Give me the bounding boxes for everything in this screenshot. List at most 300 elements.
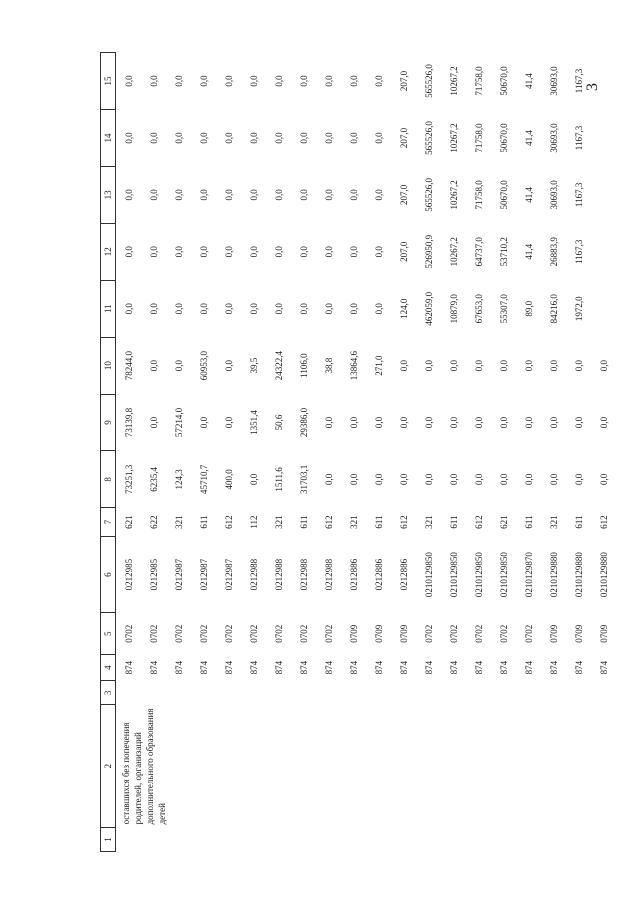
cell-col6: 0210129880 [598,552,609,598]
cell-col10: 0,0 [223,359,234,372]
cell-col7: 611 [198,515,209,529]
table-row [566,53,591,852]
cell-col3 [241,681,266,705]
cell-col7: 611 [373,515,384,529]
cell-col8: 0,0 [248,473,259,486]
cell-col13: 0,0 [223,189,234,201]
cell-col15: 0,0 [223,75,234,87]
table-row [466,53,491,852]
cell-col7: 621 [498,515,509,529]
cell-col6: 0210129850 [423,552,434,598]
cell-col11: 124,0 [398,298,409,319]
cell-col4: 874 [398,660,409,675]
cell-col12: 0,0 [348,246,359,258]
cell-col4: 874 [123,660,134,675]
cell-col4: 874 [573,660,584,675]
cell-col3 [391,681,416,705]
cell-col14: 0,0 [198,132,209,144]
cell-col10: 0,0 [448,359,459,372]
cell-col9: 0,0 [523,416,534,429]
cell-col3 [541,681,566,705]
cell-col9: 0,0 [323,416,334,429]
cell-col13: 0,0 [373,189,384,201]
cell-col11: 89,0 [523,300,534,317]
cell-col4: 874 [473,660,484,675]
cell-col6: 0210129880 [548,552,559,598]
table-row [316,53,341,852]
cell-col8: 0,0 [423,473,434,486]
cell-col11: 0,0 [273,303,284,315]
budget-table [100,52,616,852]
cell-col1 [416,827,441,851]
cell-col11: 0,0 [373,303,384,315]
cell-col14: 0,0 [148,132,159,144]
cell-col4: 874 [523,660,534,675]
table-row [516,53,541,852]
cell-col15: 30693,0 [548,66,559,96]
cell-col5: 0709 [598,624,609,643]
cell-col3 [141,681,166,705]
cell-col8: 45710,7 [198,464,209,495]
cell-col13: 0,0 [123,189,134,201]
cell-col14: 10267,2 [448,123,459,153]
cell-col11: 0,0 [173,303,184,315]
cell-col1 [166,827,191,851]
table-row [366,53,391,852]
cell-col7: 621 [123,515,134,529]
cell-col6: 0212985 [123,558,134,591]
cell-col6: 0210129850 [498,552,509,598]
cell-col15: 0,0 [348,75,359,87]
cell-col7: 321 [548,515,559,529]
cell-col9: 50,6 [273,414,284,431]
cell-col12: 0,0 [373,246,384,258]
column-header-15: 15 [101,53,116,110]
cell-col3 [166,681,191,705]
column-header-10: 10 [101,337,116,394]
cell-col3 [491,681,516,705]
cell-col11: 0,0 [223,303,234,315]
cell-col14: 0,0 [323,132,334,144]
table-row [291,53,316,852]
cell-col15: 0,0 [373,75,384,87]
cell-col7: 112 [248,515,259,529]
cell-col9: 0,0 [448,416,459,429]
column-header-6: 6 [101,536,116,613]
cell-col3 [216,681,241,705]
cell-col1 [516,827,541,851]
cell-col2 [391,705,416,828]
cell-col14: 0,0 [298,132,309,144]
cell-col6: 0212988 [298,558,309,591]
cell-col5: 0702 [298,624,309,643]
cell-col3 [591,681,616,705]
cell-col9: 0,0 [148,416,159,429]
cell-col9: 0,0 [348,416,359,429]
cell-col14: 0,0 [123,132,134,144]
cell-col12: 526950,9 [423,234,434,269]
cell-col5: 0702 [473,624,484,643]
cell-col12: 0,0 [148,246,159,258]
cell-col15: 71758,0 [473,66,484,96]
page-number: 3 [584,83,601,91]
cell-col5: 0702 [448,624,459,643]
cell-col15: 41,4 [523,73,534,89]
cell-col6: 0210129850 [473,552,484,598]
column-header-14: 14 [101,110,116,167]
cell-col14: 0,0 [348,132,359,144]
cell-col15: 207,0 [398,70,409,92]
cell-col7: 321 [173,515,184,529]
cell-col8: 0,0 [323,473,334,486]
cell-col5: 0702 [498,624,509,643]
table-row [241,53,266,852]
cell-col14: 0,0 [173,132,184,144]
cell-col4: 874 [348,660,359,675]
cell-col9: 0,0 [423,416,434,429]
cell-col1 [441,827,466,851]
table-row [266,53,291,852]
cell-col10: 0,0 [523,359,534,372]
cell-col10: 271,0 [373,355,384,376]
cell-col8: 0,0 [598,473,609,486]
cell-col8: 0,0 [548,473,559,486]
cell-col8: 73251,3 [123,464,134,495]
cell-col6: 0212987 [198,558,209,591]
cell-col1 [266,827,291,851]
table-row [416,53,441,852]
cell-col11: 10879,0 [448,294,459,324]
cell-col10: 0,0 [423,359,434,372]
cell-col15: 1167,3 [573,68,584,94]
cell-col12: 41,4 [523,243,534,260]
cell-col13: 0,0 [298,189,309,201]
cell-col14 [591,110,616,167]
cell-col8: 0,0 [373,473,384,486]
cell-col9: 0,0 [473,416,484,429]
cell-col7: 611 [298,515,309,529]
column-header-8: 8 [101,451,116,508]
cell-col9: 0,0 [498,416,509,429]
cell-col13: 0,0 [248,189,259,201]
cell-col14: 0,0 [223,132,234,144]
cell-col2 [441,705,466,828]
cell-col10: 0,0 [598,359,609,372]
cell-col15: 0,0 [298,75,309,87]
cell-col12: 10267,2 [448,237,459,267]
cell-col8: 400,0 [223,469,234,490]
cell-col9: 0,0 [198,416,209,429]
cell-col2 [591,705,616,828]
cell-col10: 0,0 [498,359,509,372]
cell-col11: 0,0 [298,303,309,315]
cell-col8: 0,0 [473,473,484,486]
cell-col4: 874 [373,660,384,675]
cell-col11: 84216,0 [548,294,559,324]
cell-col13: 10267,2 [448,180,459,210]
cell-col9: 0,0 [548,416,559,429]
cell-col15: 565526,0 [423,64,434,98]
cell-col7: 321 [348,515,359,529]
cell-col6: 0212886 [348,558,359,591]
cell-col11: 0,0 [248,303,259,315]
rotated-table-container [100,52,640,852]
cell-col10: 0,0 [473,359,484,372]
cell-col1 [291,827,316,851]
cell-col3 [266,681,291,705]
table-row [116,53,142,852]
cell-col5: 0709 [573,624,584,643]
cell-col10: 0,0 [173,359,184,372]
cell-col4: 874 [273,660,284,675]
cell-col10: 0,0 [548,359,559,372]
cell-col4: 874 [423,660,434,675]
cell-col2 [491,705,516,828]
cell-col15: 0,0 [273,75,284,87]
table-row [341,53,366,852]
cell-col8: 0,0 [498,473,509,486]
cell-col9: 0,0 [398,416,409,429]
table-row [216,53,241,852]
cell-col2 [216,705,241,828]
cell-col12: 0,0 [273,246,284,258]
cell-col2 [466,705,491,828]
cell-col6: 0210129870 [523,552,534,598]
cell-col6: 0212987 [173,558,184,591]
cell-col15: 0,0 [123,75,134,87]
cell-col10: 24322,4 [273,350,284,381]
cell-col1 [116,827,142,851]
cell-col7: 611 [573,515,584,529]
cell-col13: 0,0 [348,189,359,201]
row-description: оставшихся без попечения родителей, организаций дополнительного образования детей [121,708,167,825]
cell-col11: 1972,0 [573,296,584,322]
cell-col4: 874 [148,660,159,675]
cell-col11: 67653,0 [473,294,484,324]
cell-col6: 0212886 [373,558,384,591]
cell-col2 [316,705,341,828]
cell-col8: 0,0 [348,473,359,486]
cell-col15: 10267,2 [448,66,459,96]
cell-col5: 0702 [123,624,134,643]
cell-col5: 0702 [248,624,259,643]
cell-col4: 874 [223,660,234,675]
cell-col13: 0,0 [198,189,209,201]
column-header-2: 2 [101,705,116,828]
cell-col14: 50670,0 [498,123,509,153]
cell-col7: 321 [423,515,434,529]
cell-col9: 0,0 [223,416,234,429]
cell-col1 [391,827,416,851]
cell-col5: 0702 [173,624,184,643]
cell-col4: 874 [598,660,609,675]
cell-col1 [191,827,216,851]
cell-col3 [566,681,591,705]
cell-col13: 0,0 [173,189,184,201]
table-row [541,53,566,852]
cell-col13: 0,0 [323,189,334,201]
table-row [591,53,616,852]
cell-col13: 71758,0 [473,180,484,210]
cell-col11: 0,0 [198,303,209,315]
cell-col14: 1167,3 [573,125,584,151]
cell-col11: 0,0 [323,303,334,315]
column-header-11: 11 [101,280,116,337]
cell-col3 [191,681,216,705]
cell-col5: 0702 [198,624,209,643]
cell-col11: 0,0 [148,303,159,315]
cell-col6: 0212886 [398,558,409,591]
cell-col3 [441,681,466,705]
cell-col15: 0,0 [173,75,184,87]
cell-col1 [466,827,491,851]
cell-col8: 1511,6 [273,467,284,492]
cell-col11: 0,0 [123,303,134,315]
cell-col7: 622 [148,515,159,529]
cell-col4: 874 [173,660,184,675]
cell-col13: 30693,0 [548,180,559,210]
cell-col6: 0210129880 [573,552,584,598]
cell-col12: 0,0 [223,246,234,258]
cell-col8: 6235,4 [148,467,159,492]
cell-col2 [566,705,591,828]
cell-col6: 0210129850 [448,552,459,598]
cell-col14: 0,0 [273,132,284,144]
cell-col11: 462059,0 [423,291,434,326]
cell-col3 [416,681,441,705]
cell-col13: 565526,0 [423,178,434,212]
cell-col12: 1167,3 [573,239,584,264]
cell-col5: 0702 [423,624,434,643]
cell-col12 [591,223,616,280]
cell-col14: 565526,0 [423,121,434,155]
cell-col8: 0,0 [398,473,409,486]
cell-col12: 0,0 [323,246,334,258]
cell-col12: 207,0 [398,241,409,262]
column-header-9: 9 [101,394,116,451]
cell-col5: 0702 [523,624,534,643]
cell-col2 [366,705,391,828]
cell-col15 [591,53,616,110]
cell-col1 [241,827,266,851]
cell-col12: 53710,2 [498,237,509,267]
cell-col8: 124,3 [173,469,184,490]
cell-col1 [541,827,566,851]
cell-col9: 0,0 [598,416,609,429]
column-header-12: 12 [101,223,116,280]
cell-col5: 0702 [323,624,334,643]
cell-col10: 38,8 [323,357,334,374]
cell-col3 [366,681,391,705]
cell-col4: 874 [448,660,459,675]
cell-col11: 0,0 [348,303,359,315]
column-header-4: 4 [101,655,116,681]
cell-col14: 207,0 [398,127,409,149]
cell-col12: 0,0 [123,246,134,258]
cell-col7: 611 [523,515,534,529]
cell-col4: 874 [198,660,209,675]
column-header-3: 3 [101,681,116,705]
cell-col15: 0,0 [198,75,209,87]
cell-col1 [316,827,341,851]
cell-col9: 1351,4 [248,410,259,435]
table-row [491,53,516,852]
cell-col2 [266,705,291,828]
cell-col1 [366,827,391,851]
cell-col4: 874 [498,660,509,675]
table-row [441,53,466,852]
cell-col12: 0,0 [248,246,259,258]
cell-col11 [591,280,616,337]
cell-col9: 73139,8 [123,407,134,438]
cell-col7: 612 [598,515,609,529]
cell-col14: 41,4 [523,130,534,146]
cell-col14: 71758,0 [473,123,484,153]
cell-col14: 30693,0 [548,123,559,153]
cell-col12: 0,0 [198,246,209,258]
cell-col2 [341,705,366,828]
cell-col4: 874 [548,660,559,675]
cell-col1 [491,827,516,851]
cell-col13: 0,0 [273,189,284,201]
cell-col6: 0212988 [273,558,284,591]
cell-col9: 0,0 [573,416,584,429]
cell-col4: 874 [323,660,334,675]
cell-col9: 0,0 [373,416,384,429]
cell-col3 [466,681,491,705]
cell-col10: 0,0 [398,359,409,372]
cell-col1 [216,827,241,851]
cell-col15: 0,0 [248,75,259,87]
cell-col2 [416,705,441,828]
cell-col10: 0,0 [148,359,159,372]
cell-col1 [141,827,166,851]
cell-col10: 13864,6 [348,350,359,381]
cell-col7: 612 [398,515,409,529]
cell-col1 [566,827,591,851]
cell-col10: 78244,0 [123,350,134,381]
cell-col5: 0709 [348,624,359,643]
cell-col4: 874 [248,660,259,675]
cell-col8: 0,0 [448,473,459,486]
cell-col2 [291,705,316,828]
cell-col3 [116,681,142,705]
column-header-13: 13 [101,166,116,223]
cell-col15: 50670,0 [498,66,509,96]
cell-col1 [591,827,616,851]
cell-col7: 321 [273,515,284,529]
cell-col2 [516,705,541,828]
cell-col6: 0212988 [323,558,334,591]
cell-col13: 41,4 [523,187,534,203]
cell-col3 [291,681,316,705]
cell-col13: 1167,3 [573,182,584,208]
cell-col6: 0212985 [148,558,159,591]
cell-col12: 0,0 [298,246,309,258]
cell-col6: 0212987 [223,558,234,591]
cell-col3 [516,681,541,705]
cell-col5: 0709 [548,624,559,643]
cell-col7: 612 [223,515,234,529]
table-row [391,53,416,852]
table-header [101,53,116,852]
column-header-5: 5 [101,613,116,655]
cell-col3 [341,681,366,705]
cell-col12: 26883,9 [548,237,559,267]
cell-col10: 60953,0 [198,350,209,381]
cell-col7: 612 [473,515,484,529]
cell-col13 [591,166,616,223]
